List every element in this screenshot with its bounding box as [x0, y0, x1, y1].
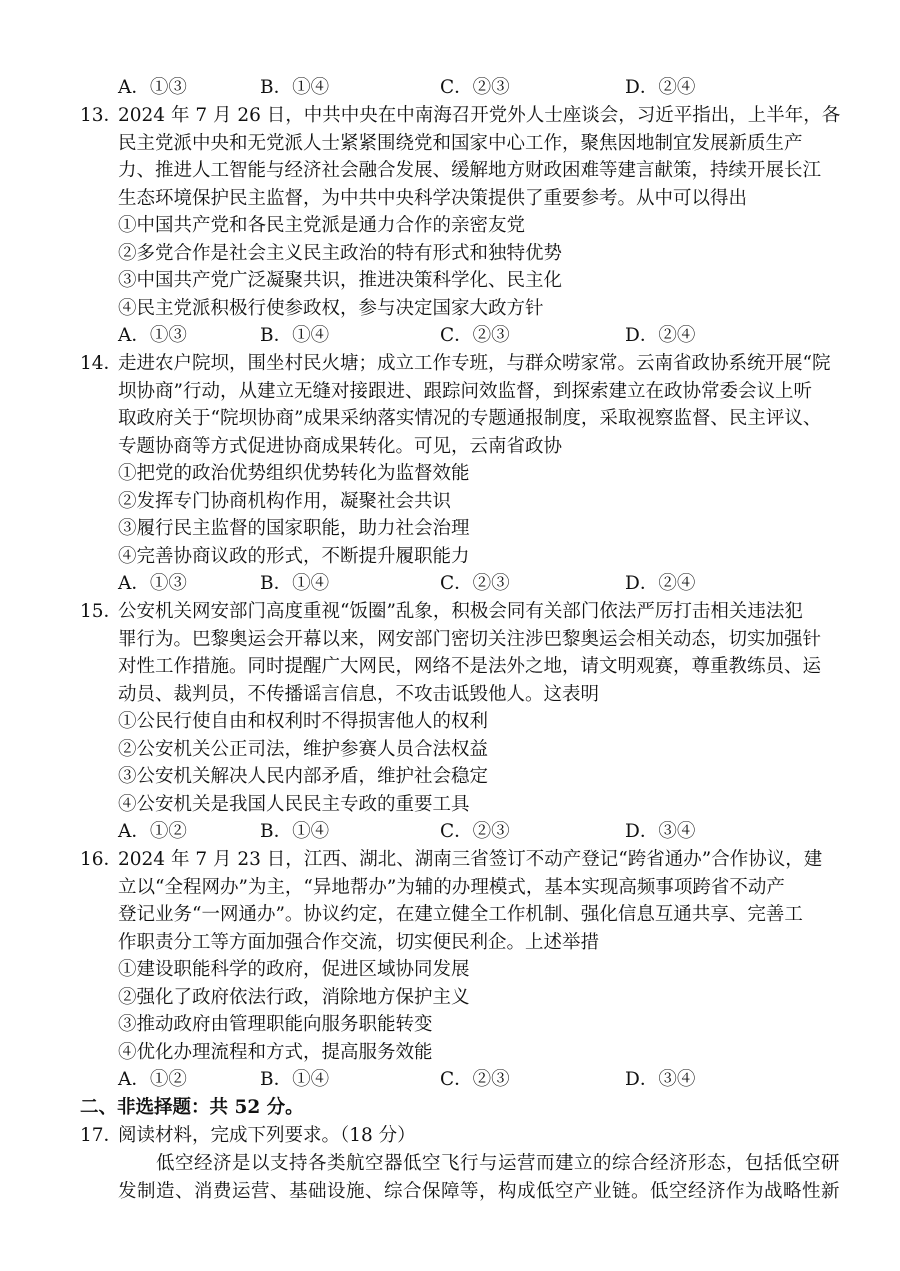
- question-number: 13．: [80, 105, 123, 126]
- option-d: D．②④: [625, 573, 696, 594]
- question-number: 16．: [80, 849, 123, 870]
- statement-item: ④完善协商议政的形式，不断提升履职能力: [118, 546, 470, 567]
- question-title: 阅读材料，完成下列要求。（18 分）: [118, 1125, 416, 1146]
- statement-item: ①把党的政治优势组织优势转化为监督效能: [118, 463, 470, 484]
- material-line: 低空经济是以支持各类航空器低空飞行与运营而建立的综合经济形态，包括低空研: [156, 1153, 841, 1174]
- statement-item: ③推动政府由管理职能向服务职能转变: [118, 1014, 433, 1035]
- stem-line: 登记业务“一网通办”。协议约定，在建立健全工作机制、强化信息互通共享、完善工: [118, 904, 803, 925]
- stem-line: 罪行为。巴黎奥运会开幕以来，网安部门密切关注涉巴黎奥运会相关动态，切实加强针: [118, 629, 822, 650]
- option-c: C．②③: [440, 821, 510, 842]
- stem-line: 取政府关于“院坝协商”成果采纳落实情况的专题通报制度，采取视察监督、民主评议、: [118, 408, 822, 429]
- stem-line: 力、推进人工智能与经济社会融合发展、缓解地方财政困难等建言献策，持续开展长江: [118, 160, 822, 181]
- stem-line: 对性工作措施。同时提醒广大网民，网络不是法外之地，请文明观赛，尊重教练员、运: [118, 656, 822, 677]
- statement-item: ②公安机关公正司法，维护参赛人员合法权益: [118, 739, 489, 760]
- stem-line: 民主党派中央和无党派人士紧紧围绕党和国家中心工作，聚焦因地制宜发展新质生产: [118, 133, 803, 154]
- statement-item: ②强化了政府依法行政，消除地方保护主义: [118, 987, 470, 1008]
- option-c: C．②③: [440, 1069, 510, 1090]
- question-number: 14．: [80, 353, 123, 374]
- statement-item: ③公安机关解决人民内部矛盾，维护社会稳定: [118, 766, 489, 787]
- option-c: C．②③: [440, 77, 510, 98]
- option-b: B．①④: [260, 77, 330, 98]
- stem-line: 2024 年 7 月 23 日，江西、湖北、湖南三省签订不动产登记“跨省通办”合作协议，建: [118, 849, 823, 870]
- statement-item: ①建设职能科学的政府，促进区域协同发展: [118, 959, 470, 980]
- option-b: B．①④: [260, 325, 330, 346]
- option-d: D．③④: [625, 821, 696, 842]
- option-d: D．③④: [625, 1069, 696, 1090]
- option-a: A．①②: [118, 821, 187, 842]
- statement-item: ①中国共产党和各民主党派是通力合作的亲密友党: [118, 215, 526, 236]
- option-b: B．①④: [260, 1069, 330, 1090]
- option-c: C．②③: [440, 573, 510, 594]
- option-b: B．①④: [260, 573, 330, 594]
- statement-item: ①公民行使自由和权利时不得损害他人的权利: [118, 711, 489, 732]
- question-number: 15．: [80, 601, 123, 622]
- option-a: A．①③: [118, 325, 187, 346]
- statement-item: ④优化办理流程和方式，提高服务效能: [118, 1042, 433, 1063]
- stem-line: 生态环境保护民主监督，为中共中央科学决策提供了重要参考。从中可以得出: [118, 188, 748, 209]
- option-b: B．①④: [260, 821, 330, 842]
- stem-line: 专题协商等方式促进协商成果转化。可见，云南省政协: [118, 436, 563, 457]
- statement-item: ④公安机关是我国人民民主专政的重要工具: [118, 794, 470, 815]
- option-d: D．②④: [625, 325, 696, 346]
- stem-line: 作职责分工等方面加强合作交流，切实便民利企。上述举措: [118, 932, 600, 953]
- stem-line: 2024 年 7 月 26 日，中共中央在中南海召开党外人士座谈会，习近平指出，上半年，各: [118, 105, 841, 126]
- stem-line: 公安机关网安部门高度重视“饭圈”乱象，积极会同有关部门依法严厉打击相关违法犯: [118, 601, 803, 622]
- option-a: A．①③: [118, 77, 187, 98]
- option-c: C．②③: [440, 325, 510, 346]
- stem-line: 走进农户院坝，围坐村民火塘；成立工作专班，与群众唠家常。云南省政协系统开展“院: [118, 353, 831, 374]
- statement-item: ②多党合作是社会主义民主政治的特有形式和独特优势: [118, 243, 563, 264]
- option-d: D．②④: [625, 77, 696, 98]
- material-line: 发制造、消费运营、基础设施、综合保障等，构成低空产业链。低空经济作为战略性新: [118, 1181, 841, 1202]
- statement-item: ③履行民主监督的国家职能，助力社会治理: [118, 518, 470, 539]
- option-a: A．①③: [118, 573, 187, 594]
- stem-line: 立以“全程网办”为主，“异地帮办”为辅的办理模式，基本实现高频事项跨省不动产: [118, 877, 785, 898]
- question-number: 17．: [80, 1125, 123, 1146]
- stem-line: 动员、裁判员，不传播谣言信息，不攻击诋毁他人。这表明: [118, 684, 600, 705]
- statement-item: ②发挥专门协商机构作用，凝聚社会共识: [118, 491, 452, 512]
- section-heading: 二、非选择题：共 52 分。: [80, 1097, 304, 1118]
- statement-item: ③中国共产党广泛凝聚共识，推进决策科学化、民主化: [118, 270, 563, 291]
- stem-line: 坝协商”行动，从建立无缝对接跟进、跟踪问效监督，到探索建立在政协常委会议上听: [118, 381, 812, 402]
- statement-item: ④民主党派积极行使参政权，参与决定国家大政方针: [118, 298, 544, 319]
- option-a: A．①②: [118, 1069, 187, 1090]
